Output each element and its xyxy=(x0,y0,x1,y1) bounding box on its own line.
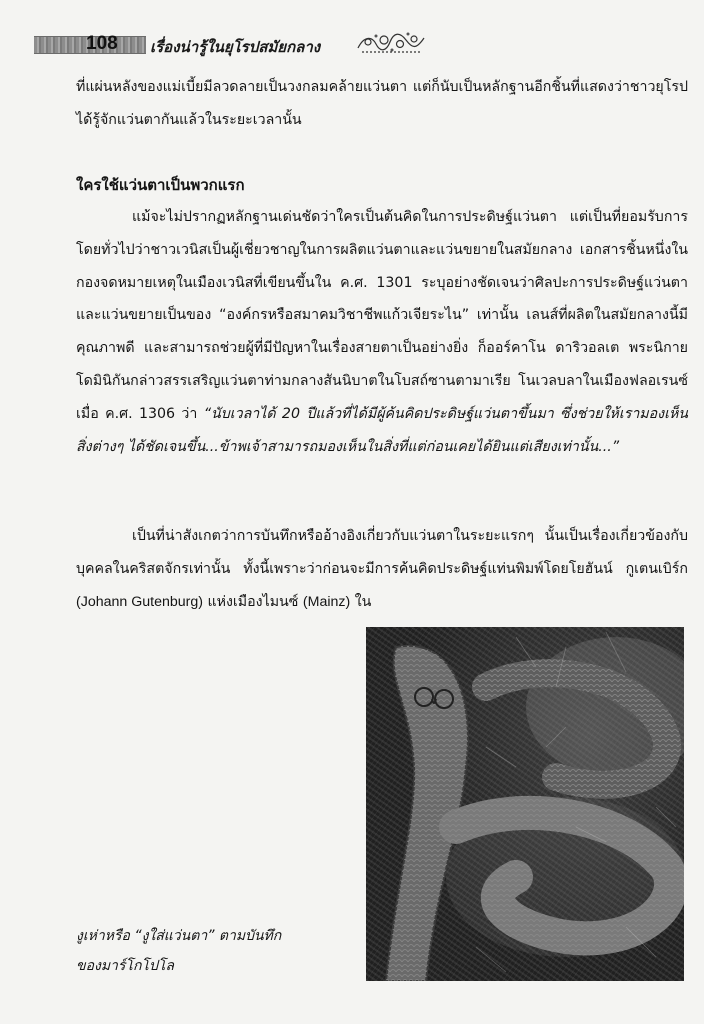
caption-line-2: ของมาร์โกโปโล xyxy=(76,958,174,974)
paragraph-2-quote: “นับเวลาได้ 20 ปีแล้วที่ได้มีผู้ค้นคิดประดิษฐ์แว่นตาขึ้นมา ซึ่งช่วยให้เรามองเห็นสิ่งต่างๆ ได้ชัดเจนขึ้น...ข้าพเจ้าสามารถมองเห็นในสิ่งที่แต่ก่อนเคยได้ยินแต่เสียงเท่านั้น...” xyxy=(76,405,688,455)
paragraph-2 xyxy=(76,201,688,519)
paragraph-3-text-before: เป็นที่น่าสังเกตว่าการบันทึกหรืออ้างอิงเกี่ยวกับแว่นตาในระยะแรกๆ นั้นเป็นเรื่องเกี่ยวข้องกับบุคคลในคริสตจักรเท่านั้น ทั้งนี้เพราะว่าก่อนจะมีการค้นคิดประดิษฐ์แท่นพิมพ์โดยโยฮันน์ กูเตนเบิร์ก xyxy=(76,528,688,577)
paragraph-3 xyxy=(76,520,688,620)
caption-line-1: งูเห่าหรือ “งูใส่แว่นตา” ตามบันทึก xyxy=(76,928,282,944)
paragraph-3-text-after: ใน xyxy=(350,593,372,610)
page-number: 108 xyxy=(86,33,118,54)
section-heading: ใครใช้แว่นตาเป็นพวกแรก xyxy=(76,176,245,194)
decorative-flourish-icon xyxy=(354,30,428,56)
cobra-photo xyxy=(366,627,684,981)
photo-caption xyxy=(76,921,356,981)
paragraph-2-text: แม้จะไม่ปรากฏหลักฐานเด่นชัดว่าใครเป็นต้นคิดในการประดิษฐ์แว่นตา แต่เป็นที่ยอมรับการโดยทั่วไปว่าชาวเวนิสเป็นผู้เชี่ยวชาญในการผลิตแว่นตาและแว่นขยายในสมัยกลาง เอกสารชิ้นหนึ่งในกองจดหมายเหตุในเมืองเวนิสที่เขียนขึ้นใน ค.ศ. 1301 ระบุอย่างชัดเจนว่าศิลปะการประดิษฐ์แว่นตาและแว่นขยายเป็นของ “องค์กรหรือสมาคมวิชาชีพแก้วเจียระไน” เท่านั้น เลนส์ที่ผลิตในสมัยกลางนี้มีคุณภาพดี และสามารถช่วยผู้ที่มีปัญหาในเรื่องสายตาเป็นอย่างยิ่ง ก็ออร์คาโน ดาริวอลเต พระนิกายโดมินิกันกล่าวสรรเสริญแว่นตาท่ามกลางสันนิบาตในโบสถ์ซานตามาเรีย โนเวลบลาในเมืองฟลอเรนซ์เมื่อ ค.ศ. 1306 ว่า xyxy=(76,209,688,422)
cobra-illustration xyxy=(366,627,684,981)
page-header xyxy=(28,30,448,58)
intro-paragraph: ที่แผ่นหลังของแม่เบี้ยมีลวดลายเป็นวงกลมคล้ายแว่นตา แต่ก็นับเป็นหลักฐานอีกชิ้นที่แสดงว่าชาวยุโรปได้รู้จักแว่นตากันแล้วในระยะเวลานั้น xyxy=(76,79,688,128)
paragraph-3-latin-1: (Johann Gutenburg) xyxy=(76,593,203,610)
paragraph-3-text-middle: แห่งเมืองไมนซ์ xyxy=(202,593,303,610)
paragraph-3-latin-2: (Mainz) xyxy=(302,593,351,610)
running-title: เรื่องน่ารู้ในยุโรปสมัยกลาง xyxy=(150,38,321,56)
